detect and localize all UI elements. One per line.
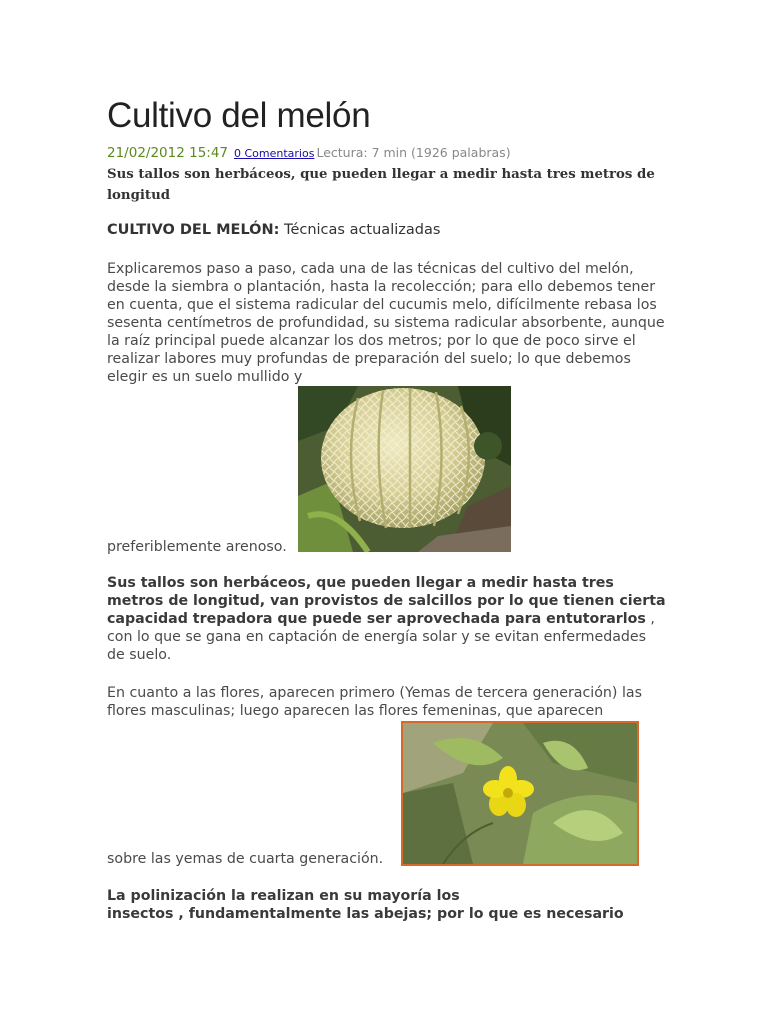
paragraph-pollination	[107, 887, 667, 923]
paragraph-roots-end: preferiblemente arenoso.	[107, 539, 287, 555]
section-heading-bold: CULTIVO DEL MELÓN:	[107, 222, 280, 238]
comments-link[interactable]: 0 Comentarios	[234, 147, 315, 160]
publish-date: 21/02/2012 15:47	[107, 145, 229, 161]
paragraph-pollination-bold-2: insectos	[107, 906, 174, 922]
paragraph-pollination-bold-1: La polinización la realizan en su mayoría los	[107, 888, 460, 904]
melon-photo	[298, 386, 511, 552]
section-heading	[107, 222, 440, 238]
paragraph-flowers-end: sobre las yemas de cuarta generación.	[107, 851, 384, 867]
paragraph-stems-bold: Sus tallos son herbáceos, que pueden llegar a medir hasta tres metros de longitud, van provistos de salcillos por lo que tienen cierta capacidad trepadora que puede ser aprovechada para entutorarlos	[107, 575, 666, 627]
reading-time: Lectura: 7 min (1926 palabras)	[316, 145, 511, 160]
paragraph-roots: Explicaremos paso a paso, cada una de las técnicas del cultivo del melón, desde la siembra o plantación, hasta la recolección; para ello debemos tener en cuenta, que el sistema radicular del cucumis melo, difícilmente rebasa los sesenta centímetros de profundidad, su sistema radicular absorbente, aunque la raíz principal puede alcanzar los dos metros; por lo que de poco sirve el realizar labores muy profundas de preparación del suelo; lo que debemos elegir es un suelo mullido y	[107, 261, 665, 385]
article-subtitle: Sus tallos son herbáceos, que pueden llegar a medir hasta tres metros de longitud	[107, 167, 655, 203]
paragraph-stems-rest: , con lo que se gana en captación de energía solar y se evitan enfermedades de suelo.	[107, 611, 655, 663]
paragraph-stems	[107, 574, 667, 664]
section-heading-rest: Técnicas actualizadas	[279, 222, 441, 238]
article-title: Cultivo del melón	[107, 96, 371, 135]
article-meta	[107, 145, 511, 161]
melon-flower-photo	[401, 721, 639, 866]
paragraph-pollination-rest: , fundamentalmente las abejas; por lo que es necesario	[173, 906, 624, 922]
paragraph-flowers: En cuanto a las flores, aparecen primero (Yemas de tercera generación) las flores masculinas; luego aparecen las flores femeninas, que aparecen	[107, 685, 642, 719]
